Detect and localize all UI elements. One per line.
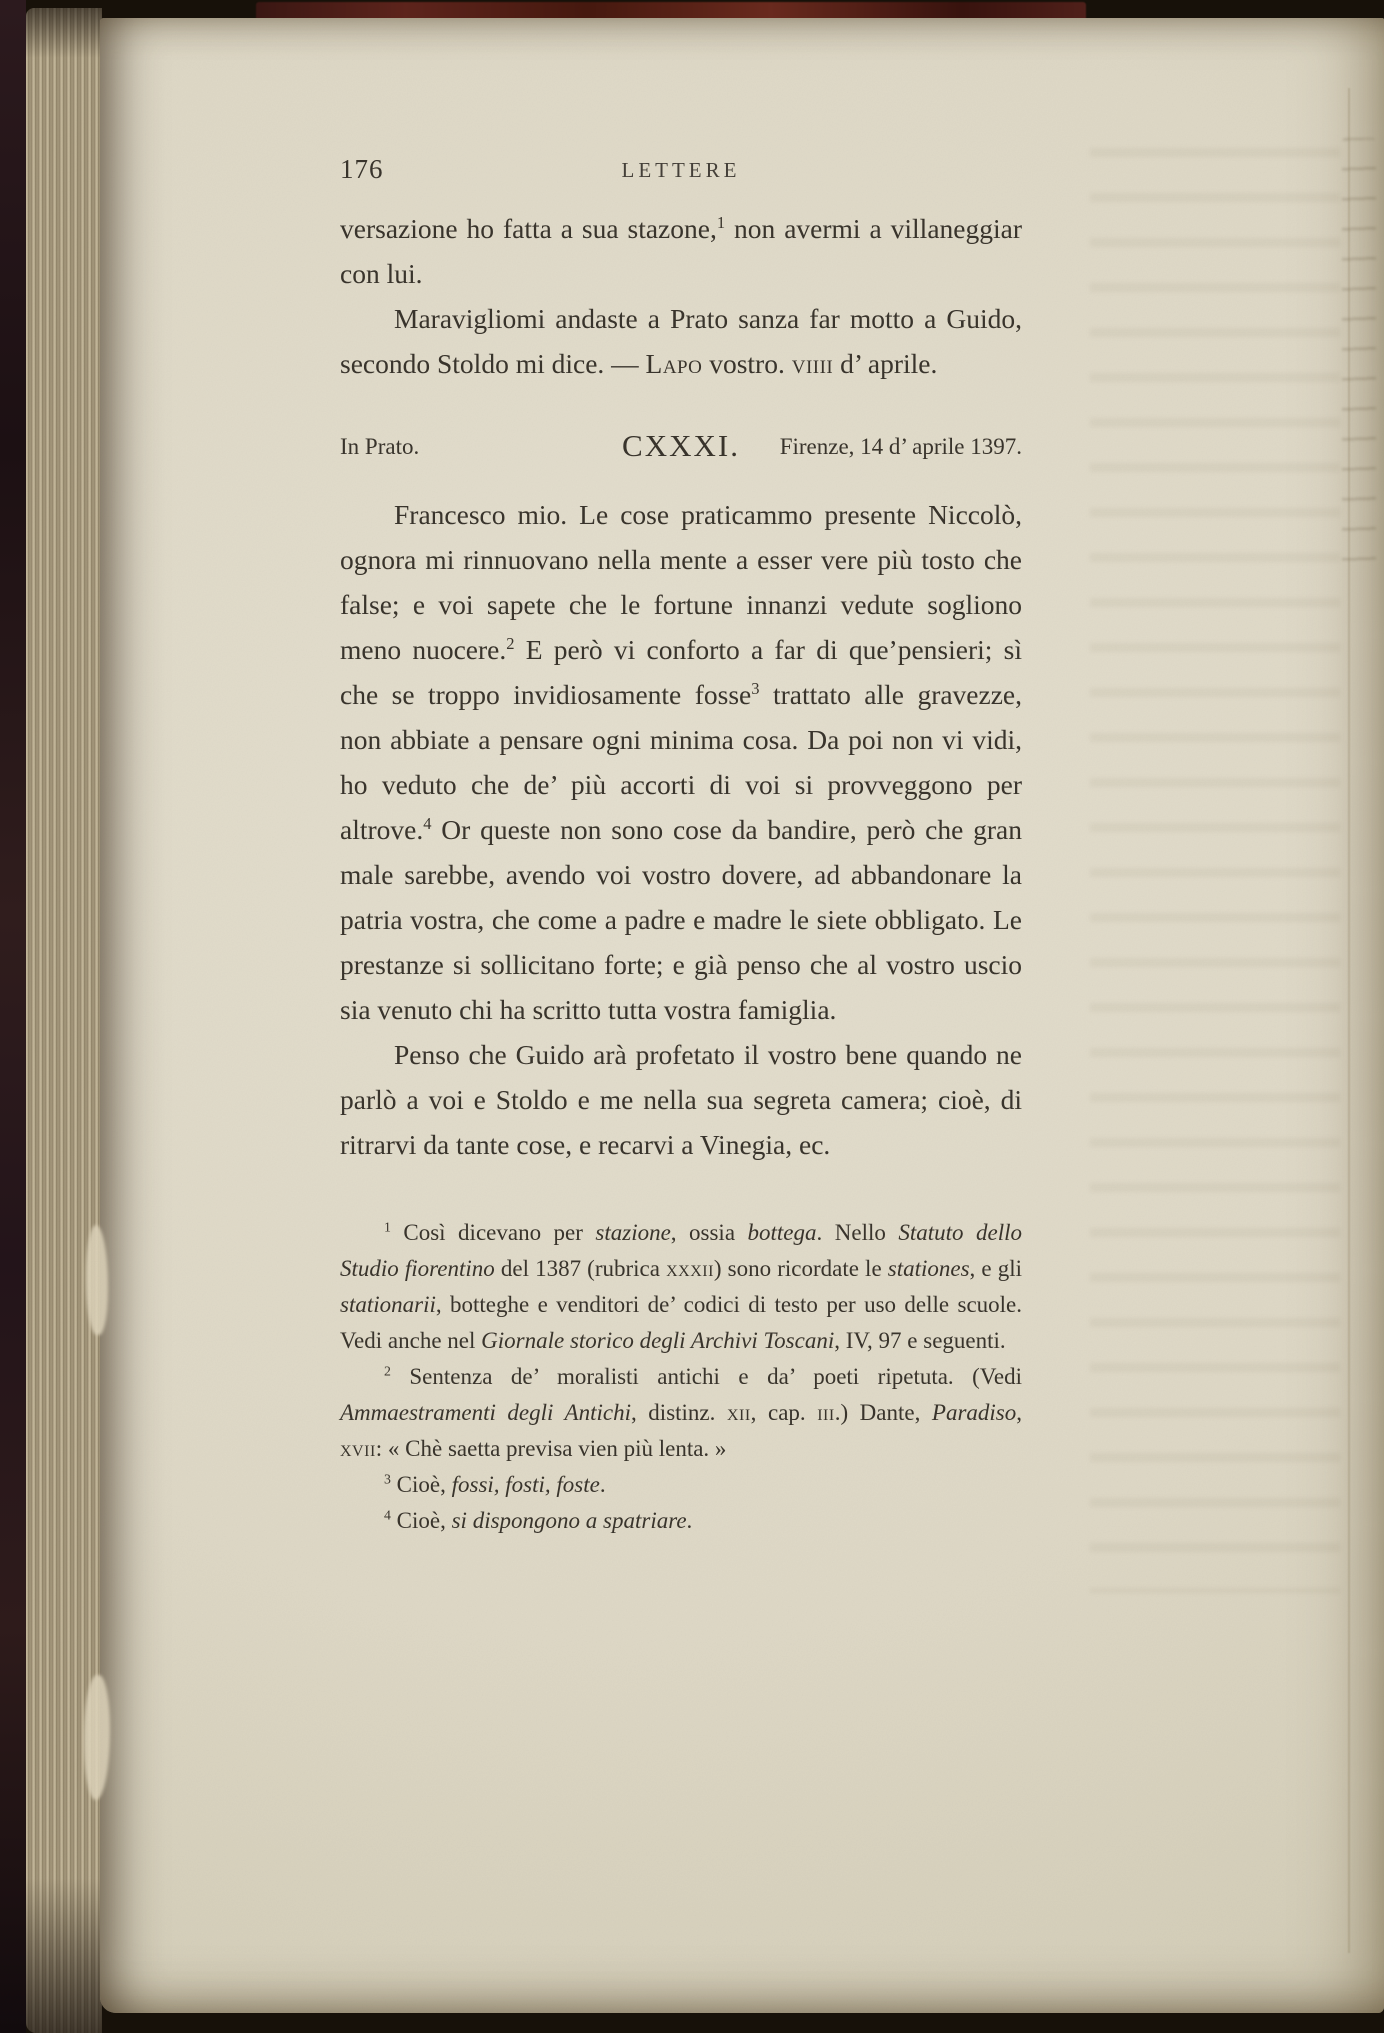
book-cover-spine xyxy=(0,0,26,2033)
book-page xyxy=(100,18,1384,2013)
paragraph xyxy=(340,296,1022,386)
letter-dateline: Firenze, 14 d’ aprile 1397. xyxy=(779,434,1022,459)
text-segment: Cioè, xyxy=(390,1508,452,1533)
page-number: 176 xyxy=(340,154,384,184)
footnote xyxy=(340,1467,1022,1503)
text-segment: xvii xyxy=(340,1436,376,1461)
text-segment: Statuto dello Studio fiorentino xyxy=(340,1220,1022,1281)
text-segment: stationarii xyxy=(340,1292,436,1317)
text-segment: bottega xyxy=(747,1220,817,1245)
text-segment: 4 xyxy=(384,1507,391,1523)
page-content xyxy=(340,150,1022,1539)
text-segment: stationes xyxy=(887,1256,970,1281)
text-segment: d’ aprile. xyxy=(833,348,938,379)
text-segment: Maravigliomi andaste a Prato sanza far motto a Guido, secondo Stoldo mi dice. — xyxy=(340,303,1022,379)
text-segment: 3 xyxy=(384,1471,391,1487)
text-segment: Or queste non sono cose da bandire, però che gran male sarebbe, avendo voi vostro dovere, ad abbandonare la patria vostra, che come a padre e madre le siete obbligato. Le prestanze si sollicitano forte; e già penso che al vostro uscio sia venuto chi ha scritto tutta vostra famiglia. xyxy=(340,814,1022,1025)
paragraph xyxy=(340,492,1022,1032)
text-segment: trattato alle gravezze, non abbiate a pensare ogni minima cosa. Da poi non vi vidi, ho veduto che de’ più accorti di voi si provveggono per altrove. xyxy=(340,679,1023,845)
text-segment: versazione ho fatta a sua stazone, xyxy=(340,213,717,244)
text-segment: del 1387 (rubrica xyxy=(494,1256,667,1281)
text-segment: Giornale storico degli Archivi Toscani xyxy=(481,1328,835,1353)
text-segment: 2 xyxy=(506,633,515,653)
text-segment: Lapo xyxy=(645,348,703,379)
text-segment: 2 xyxy=(384,1363,391,1379)
text-segment: xxxii xyxy=(666,1256,714,1281)
text-segment: 4 xyxy=(423,813,432,833)
text-segment: Sentenza de’ moralisti antichi e da’ poeti ripetuta. (Vedi xyxy=(390,1364,1022,1389)
text-segment: , distinz. xyxy=(631,1400,727,1425)
text-segment: xii xyxy=(726,1400,751,1425)
letter-body xyxy=(340,492,1022,1167)
paragraph xyxy=(340,206,1022,296)
text-segment: .) Dante, xyxy=(834,1400,932,1425)
text-segment: , xyxy=(1016,1400,1022,1425)
running-title: LETTERE xyxy=(621,158,741,182)
text-segment: . xyxy=(686,1508,693,1533)
letter-number: CXXXI. xyxy=(622,428,740,463)
letter-heading xyxy=(340,416,1022,466)
text-segment: 1 xyxy=(384,1219,391,1235)
footnote xyxy=(340,1503,1022,1539)
text-segment: Penso che Guido arà profetato il vostro bene quando ne parlò a voi e Stoldo e me nella sua segreta camera; cioè, di ritrarvi da tante cose, e recarvi a Vinegia, ec. xyxy=(340,1039,1022,1160)
paragraph xyxy=(340,1032,1022,1167)
footnote xyxy=(340,1359,1022,1467)
letter-location: In Prato. xyxy=(340,434,420,459)
fore-edge-line xyxy=(1348,88,1350,1953)
text-segment: stazione xyxy=(595,1220,671,1245)
previous-letter-end xyxy=(340,206,1022,386)
text-segment: fossi, fosti, foste xyxy=(451,1472,600,1497)
text-segment: si dispongono a spatriare xyxy=(451,1508,687,1533)
text-segment: , ossia xyxy=(670,1220,748,1245)
text-segment: vostro. xyxy=(702,348,792,379)
text-segment: Cioè, xyxy=(390,1472,452,1497)
text-segment: non avermi a villaneggiar con lui. xyxy=(340,213,1022,289)
footnote xyxy=(340,1215,1022,1359)
text-segment: , IV, 97 e seguenti. xyxy=(834,1328,1006,1353)
footnotes xyxy=(340,1215,1022,1539)
verso-show-through xyxy=(1090,148,1340,1593)
text-segment: Paradiso xyxy=(931,1400,1017,1425)
text-segment: Francesco mio. Le cose praticammo presente Niccolò, ognora mi rinnuovano nella mente a esser vere più tosto che false; e voi sapete che le fortune innanzi vedute sogliono meno nuocere. xyxy=(340,499,1022,665)
text-segment: E però vi conforto a far di que’pensieri; sì che se troppo invidiosamente fosse xyxy=(340,634,1022,710)
text-segment: , botteghe e venditori de’ codici di testo per uso delle scuole. Vedi anche nel xyxy=(340,1292,1022,1353)
text-segment: 3 xyxy=(751,678,760,698)
text-segment: : « Chè saetta previsa vien più lenta. » xyxy=(375,1436,727,1461)
text-segment: . xyxy=(599,1472,606,1497)
text-segment: viiii xyxy=(791,348,834,379)
text-segment: ) sono ricordate le xyxy=(713,1256,888,1281)
page-header xyxy=(340,150,1022,194)
text-segment: Ammaestramenti degli Antichi xyxy=(340,1400,631,1425)
text-segment: , cap. xyxy=(750,1400,818,1425)
text-segment: . Nello xyxy=(816,1220,899,1245)
text-segment: iii xyxy=(817,1400,835,1425)
text-segment: 1 xyxy=(716,212,726,232)
text-segment: Così dicevano per xyxy=(390,1220,596,1245)
text-segment: , e gli xyxy=(969,1256,1022,1281)
